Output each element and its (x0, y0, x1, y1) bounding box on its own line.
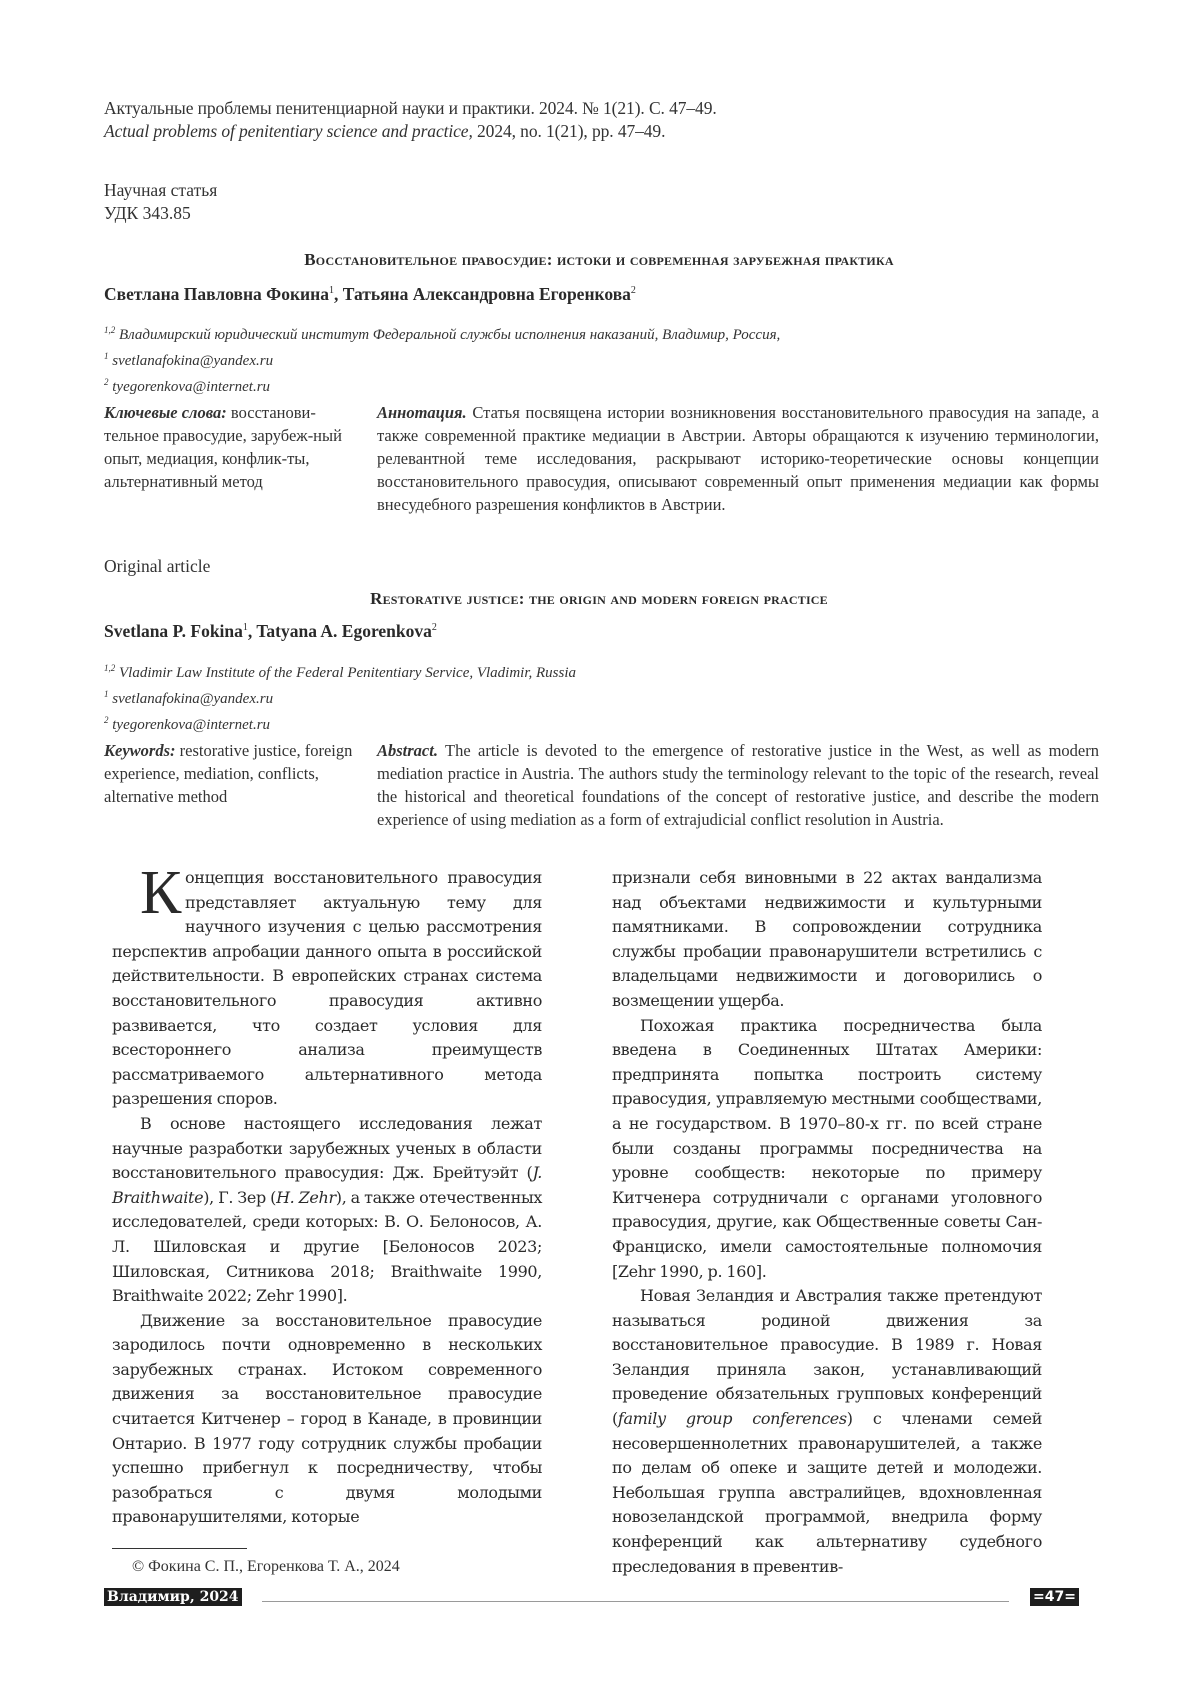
email-superscript: 2 (104, 377, 109, 387)
affiliation-superscript: 1,2 (104, 325, 116, 335)
paragraph-text: ), а также отечественных исследователей, среди которых: В. О. Белоносов, А. Л. Шиловская и другие [Белоносов 2023; Шиловская, Ситникова 2018; Braithwaite 1990, Braithwaite 2022; Zehr 1990]. (112, 1187, 542, 1306)
keywords-text: restorative justice, foreign experience, mediation, conflicts, alternative method (104, 741, 353, 806)
email-link[interactable]: svetlanafokina@yandex.ru (108, 353, 274, 369)
author-separator: , (333, 284, 343, 304)
paragraph-text: В основе настоящего исследования лежат научные разработки зарубежных ученых в области восстановительного правосудия: Дж. Брейтуэйт ( (112, 1113, 542, 1183)
article-title-en: Restorative justice: the origin and modern foreign practice (370, 589, 828, 608)
author-superscript: 1 (242, 622, 248, 634)
body-column-right (612, 866, 1042, 1579)
italic-term: family group conferences (617, 1409, 847, 1429)
email-link[interactable]: svetlanafokina@yandex.ru (108, 691, 274, 707)
article-title-ru: Восстановительное правосудие: истоки и современная зарубежная практика (304, 250, 894, 269)
abstract-label: Abstract. (377, 741, 438, 760)
keywords-label: Keywords: (104, 741, 176, 760)
page-number: =47= (1030, 1588, 1079, 1606)
affiliation-line (104, 658, 576, 684)
author-superscript: 2 (431, 622, 437, 634)
author-superscript: 2 (630, 285, 636, 297)
abstract-text: Статья посвящена истории возникновения восстановительного правосудия на западе, а также современной практике медиации в Австрии. Авторы обращаются к изучению терминологии, релевантной теме исследования, раскрывают историко-теоретические основы концепции восстановительного правосудия, описывают современный опыт применения медиации как формы внесудебного разрешения конфликтов в Австрии. (377, 403, 1099, 514)
abstract-text: The article is devoted to the emergence of restorative justice in the West, as well as modern mediation practice in Austria. The authors study the terminology relevant to the topic of the research, reveal the historical and theoretical foundations of the concept of restorative justice, and describe the modern experience of using mediation as a form of extrajudicial conflict resolution in Austria. (377, 741, 1099, 829)
body-column-left (112, 859, 542, 1530)
keywords-label: Ключевые слова: (104, 403, 227, 422)
keywords-text: восстанови-тельное правосудие, зарубеж-ный опыт, медиация, конфлик-ты, альтернативный метод (104, 403, 342, 491)
paragraph-text: ), Г. Зер ( (203, 1187, 277, 1207)
email-line (104, 710, 576, 736)
footer-city-year: Владимир, 2024 (104, 1588, 242, 1606)
author-separator: , (247, 621, 257, 641)
affiliation-text: Владимирский юридический институт Федеральной службы исполнения наказаний, Владимир, Россия, (115, 327, 781, 343)
affiliation-line (104, 320, 780, 346)
italic-name: H. Zehr (276, 1187, 336, 1207)
abstract-en (377, 739, 1099, 831)
paragraph-text: ) с членами семей несовершеннолетних правонарушителей, а также по делам об опеке и защите детей и молодежи. Небольшая группа австралийцев, вдохновленная новозеландской программой, внедрила форму конференций как альтернативу судебного преследования в превентив- (612, 1409, 1043, 1576)
email-line (104, 346, 780, 372)
journal-citation-ru: Актуальные проблемы пенитенциарной науки и практики. 2024. № 1(21). С. 47–49. (104, 98, 717, 118)
article-type-ru: Научная статья (104, 180, 218, 200)
email-superscript: 2 (104, 715, 109, 725)
body-paragraph (612, 1014, 1042, 1285)
paragraph-text: признали себя виновными в 22 актах вандализма над объектами недвижимости и культурными памятниками. В сопровождении сотрудника службы пробации правонарушители встретились с владельцами недвижимости и договорились о возмещении ущерба. (612, 868, 1042, 1010)
email-superscript: 1 (104, 689, 109, 699)
abstract-label: Аннотация. (377, 403, 467, 422)
author-name: Svetlana P. Fokina (104, 621, 243, 641)
abstract-ru (377, 401, 1099, 516)
body-paragraph (112, 859, 542, 1112)
affiliation-block-en (104, 658, 576, 736)
journal-issue-en: 2024, no. 1(21), pp. 47–49. (472, 121, 666, 141)
email-link[interactable]: tyegorenkova@internet.ru (108, 717, 271, 733)
paragraph-text: Движение за восстановительное правосудие зародилось почти одновременно в нескольких зарубежных странах. Истоком современного движения за восстановительное правосудие считается Китченер – город в Канаде, в провинции Онтарио. В 1977 году сотрудник службы пробации успешно прибегнул к посредничеству, чтобы разобраться с двумя молодыми правонарушителями, которые (112, 1310, 542, 1527)
journal-title-en: Actual problems of penitentiary science and practice, (104, 121, 473, 141)
keywords-en (104, 739, 366, 808)
author-name: Татьяна Александровна Егоренкова (342, 284, 631, 304)
udk-code: УДК 343.85 (104, 203, 191, 223)
footnote-divider (112, 1548, 247, 1549)
author-name: Tatyana A. Egorenkova (256, 621, 432, 641)
footer-divider (262, 1601, 1009, 1602)
body-paragraph (112, 1309, 542, 1530)
authors-ru (104, 284, 636, 305)
article-type-en: Original article (104, 556, 211, 576)
email-line (104, 372, 780, 398)
body-paragraph (612, 1284, 1042, 1579)
copyright-notice: © Фокина С. П., Егоренкова Т. А., 2024 (132, 1558, 400, 1575)
affiliation-text: Vladimir Law Institute of the Federal Penitentiary Service, Vladimir, Russia (115, 665, 577, 681)
paragraph-text: онцепция восстановительного правосудия представляет актуальную тему для научного изучения с целью рассмотрения перспектив апробации данного опыта в российской действительности. В европейских странах система восстановительного правосудия активно развивается, что создает условия для всестороннего анализа преимуществ рассматриваемого альтернативного метода разрешения споров. (112, 868, 542, 1109)
keywords-ru (104, 401, 366, 493)
journal-citation-en (104, 121, 665, 142)
affiliation-block-ru (104, 320, 780, 398)
affiliation-superscript: 1,2 (104, 663, 116, 673)
paragraph-text: Новая Зеландия и Австралия также претендуют называться родиной движения за восстановительное правосудие. В 1989 г. Новая Зеландия приняла закон, устанавливающий проведение обязательных групповых конференций ( (612, 1286, 1042, 1429)
email-link[interactable]: tyegorenkova@internet.ru (108, 379, 271, 395)
author-name: Светлана Павловна Фокина (104, 284, 329, 304)
email-line (104, 684, 576, 710)
email-superscript: 1 (104, 351, 109, 361)
italic-name: J. Braithwaite (112, 1163, 542, 1207)
body-paragraph (612, 866, 1042, 1014)
body-paragraph (112, 1112, 542, 1309)
author-superscript: 1 (328, 285, 334, 297)
drop-cap: К (140, 859, 182, 927)
authors-en (104, 621, 437, 642)
paragraph-text: Похожая практика посредничества была введена в Соединенных Штатах Америки: предпринята попытка построить систему правосудия, управляемую местными сообществами, а не государством. В 1970–80-х гг. по всей стране были созданы программы посредничества на уровне сообществ: некоторые по примеру Китченера сотрудничали с органами уголовного правосудия, другие, как Общественные советы Сан-Франциско, имели самостоятельные полномочия [Zehr 1990, p. 160]. (612, 1015, 1042, 1281)
